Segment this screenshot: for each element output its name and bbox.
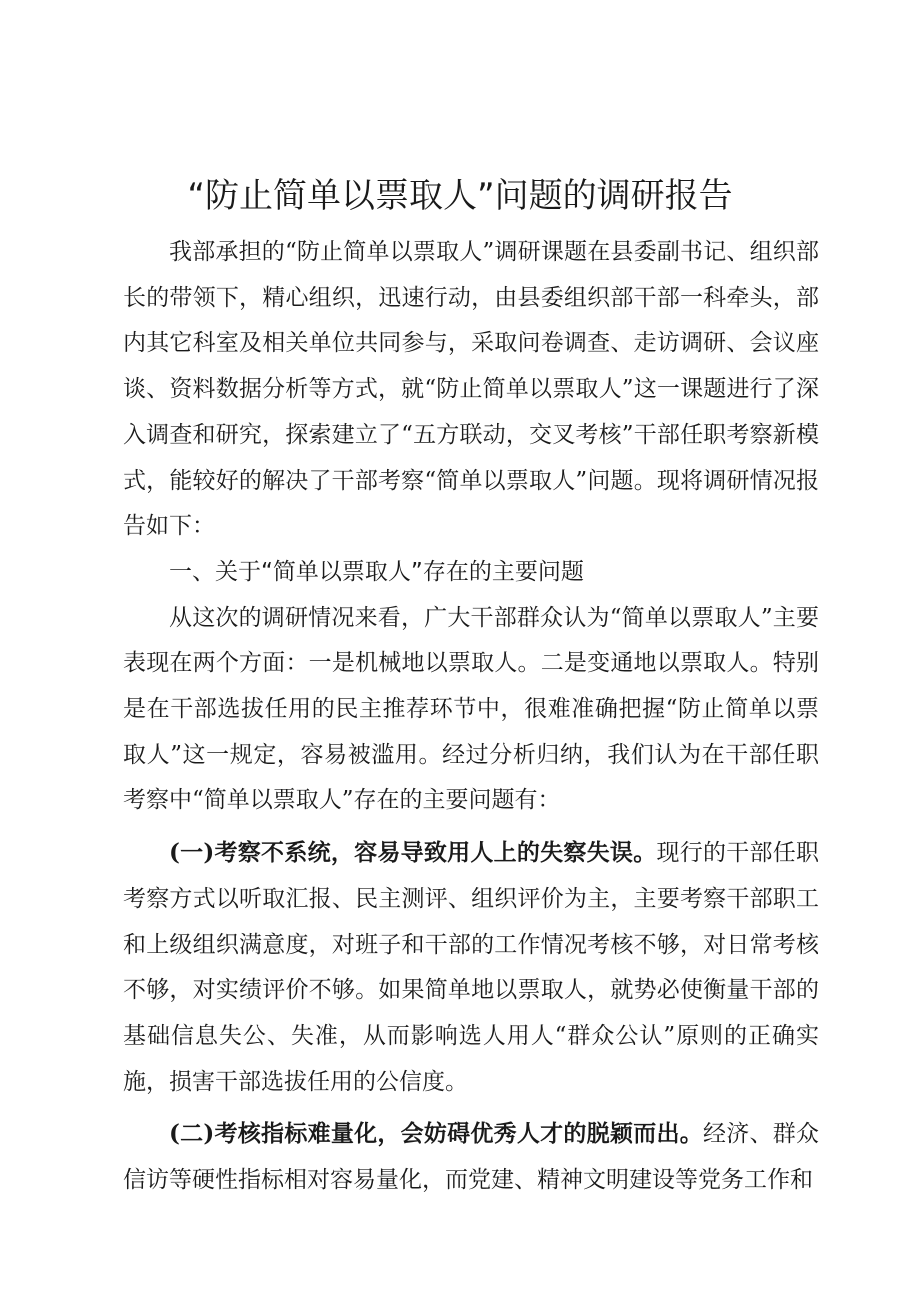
item-one-text: 现行的干部任职考察方式以听取汇报、民主测评、组织评价为主，主要考察干部职工和上级组织满意度，对班子和干部的工作情况考核不够，对日常考核不够，对实绩评价不够。如果简单地以票取人，就势必使衡量干部的基础信息失公、失准，从而影响选人用人“群众公认”原则的正确实施，损害干部选拔任用的公信度。 bbox=[123, 840, 820, 1095]
document-body bbox=[123, 230, 819, 1204]
item-two-paragraph bbox=[123, 1111, 819, 1203]
section-heading: 一、关于“简单以票取人”存在的主要问题 bbox=[169, 558, 584, 585]
document-title: “防止简单以票取人”问题的调研报告 bbox=[187, 176, 733, 216]
item-two-lead: (二)考核指标难量化，会妨碍优秀人才的脱颖而出。 bbox=[169, 1120, 703, 1148]
item-one-paragraph bbox=[123, 830, 819, 1105]
item-two-text: 经济、群众信访等硬性指标相对容易量化，而党建、精神文明建设等党务工作和 bbox=[123, 1121, 820, 1194]
item-one-lead: (一)考察不系统，容易导致用人上的失察失误。 bbox=[169, 839, 657, 867]
intro-paragraph: 我部承担的“防止简单以票取人”调研课题在县委副书记、组织部长的带领下，精心组织，迅速行动，由县委组织部干部一科牵头，部内其它科室及相关单位共同参与，采取问卷调查、走访调研、会议座谈、资料数据分析等方式，就“防止简单以票取人”这一课题进行了深入调查和研究，探索建立了“五方联动，交叉考核”干部任职考察新模式，能较好的解决了干部考察“简单以票取人”问题。现将调研情况报告如下： bbox=[123, 239, 819, 540]
section-paragraph: 从这次的调研情况来看，广大干部群众认为“简单以票取人”主要表现在两个方面：一是机械地以票取人。二是变通地以票取人。特别是在干部选拔任用的民主推荐环节中，很难准确把握“防止简单以票取人”这一规定，容易被滥用。经过分析归纳，我们认为在干部任职考察中“简单以票取人”存在的主要问题有： bbox=[123, 604, 819, 814]
